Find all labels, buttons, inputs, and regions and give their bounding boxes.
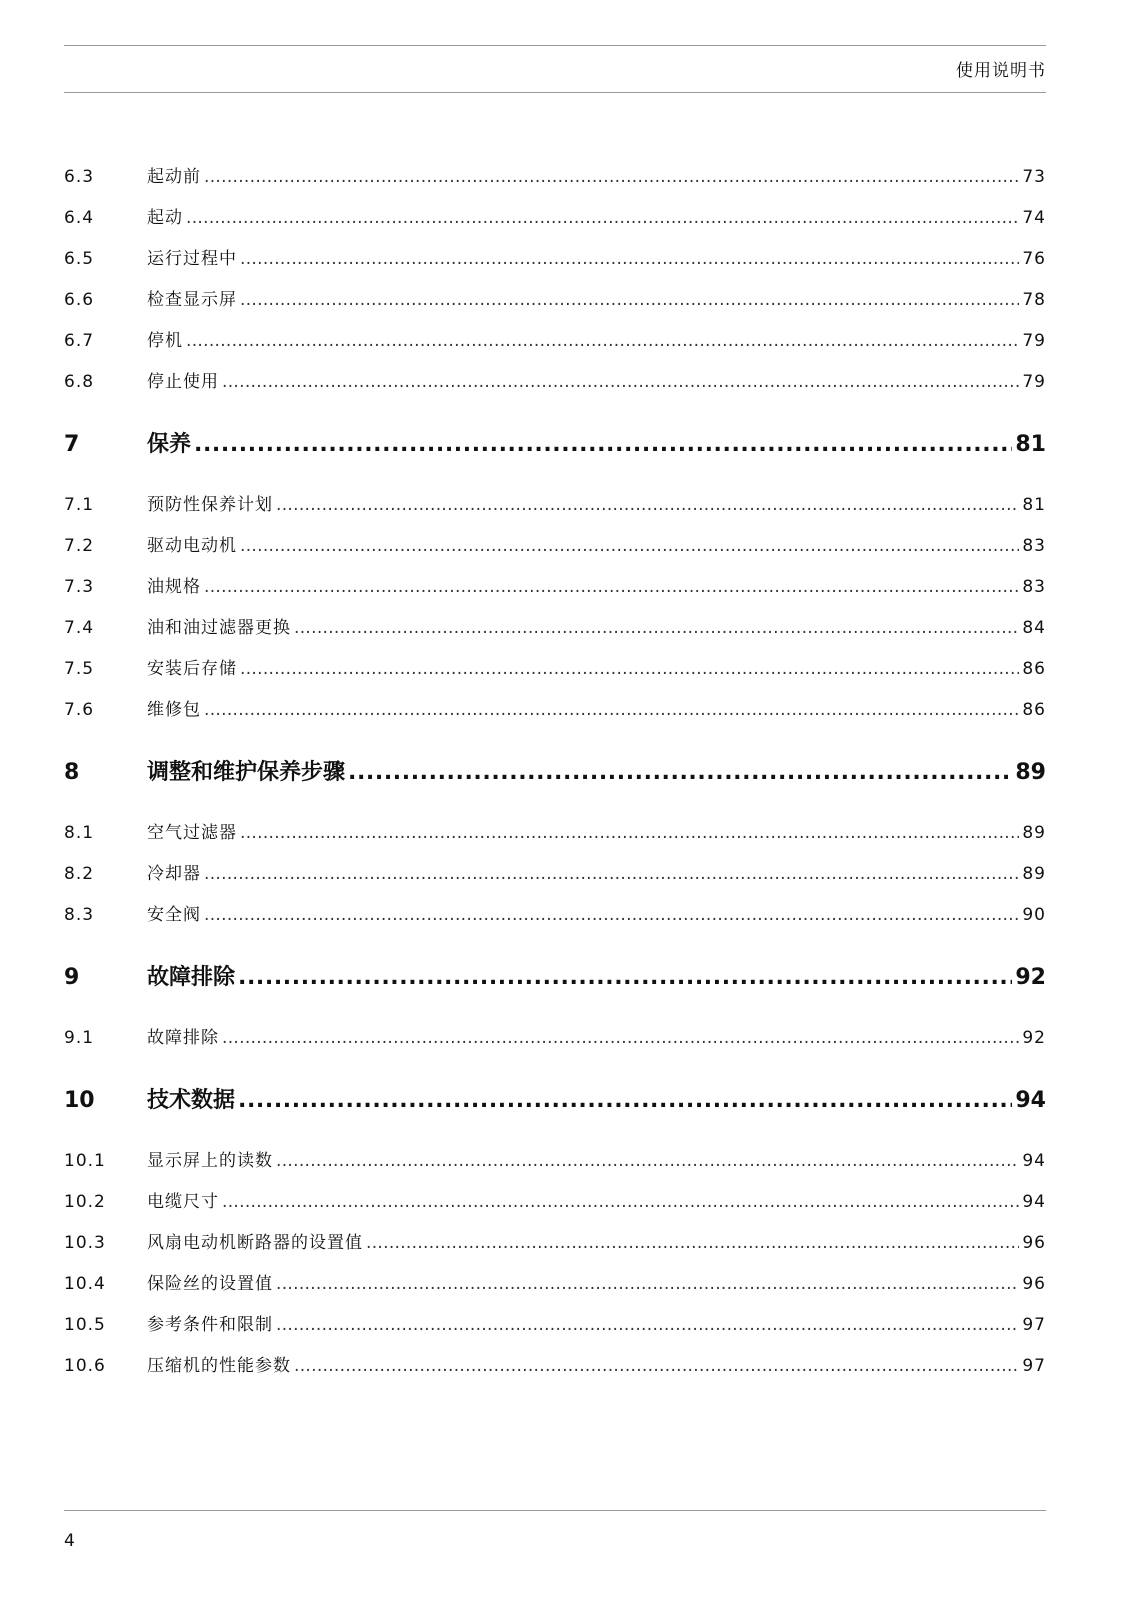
header-title: 使用说明书 xyxy=(956,61,1046,81)
toc-section-entry[interactable] xyxy=(64,367,1046,392)
toc-dot-leader xyxy=(240,823,1019,843)
toc-entry-page: 73 xyxy=(1022,167,1046,187)
toc-entry-title: 故障排除 xyxy=(147,965,236,990)
toc-dot-leader xyxy=(204,864,1019,884)
toc-chapter-entry[interactable] xyxy=(64,427,1046,458)
toc-dot-leader xyxy=(238,1088,1012,1113)
footer-rule xyxy=(64,1510,1046,1511)
toc-entry-page: 97 xyxy=(1022,1315,1046,1335)
toc-entry-number: 10.3 xyxy=(64,1233,106,1253)
toc-entry-number: 7.4 xyxy=(64,618,95,638)
toc-entry-page: 94 xyxy=(1015,1088,1046,1113)
toc-entry-title: 检查显示屏 xyxy=(147,290,237,310)
toc-entry-page: 83 xyxy=(1022,577,1046,597)
toc-dot-leader xyxy=(294,618,1019,638)
toc-section-entry[interactable] xyxy=(64,162,1046,187)
page-number: 4 xyxy=(64,1531,75,1551)
toc-dot-leader xyxy=(240,659,1019,679)
toc-entry-page: 79 xyxy=(1022,372,1046,392)
toc-entry-page: 92 xyxy=(1015,965,1046,990)
toc-dot-leader xyxy=(204,167,1019,187)
toc-entry-page: 86 xyxy=(1022,659,1046,679)
toc-dot-leader xyxy=(204,577,1019,597)
toc-section-entry[interactable] xyxy=(64,1228,1046,1253)
toc-entry-number: 8.1 xyxy=(64,823,95,843)
toc-entry-number: 7 xyxy=(64,432,80,457)
toc-dot-leader xyxy=(194,432,1012,457)
toc-section-entry[interactable] xyxy=(64,818,1046,843)
toc-entry-title: 参考条件和限制 xyxy=(147,1315,273,1335)
toc-entry-page: 94 xyxy=(1022,1192,1046,1212)
toc-section-entry[interactable] xyxy=(64,244,1046,269)
toc-entry-page: 84 xyxy=(1022,618,1046,638)
toc-entry-title: 技术数据 xyxy=(147,1088,236,1113)
toc-entry-number: 6.8 xyxy=(64,372,95,392)
toc-section-entry[interactable] xyxy=(64,490,1046,515)
toc-dot-leader xyxy=(204,905,1019,925)
toc-section-entry[interactable] xyxy=(64,859,1046,884)
toc-entry-title: 油规格 xyxy=(147,577,201,597)
toc-entry-page: 83 xyxy=(1022,536,1046,556)
toc-entry-page: 94 xyxy=(1022,1151,1046,1171)
toc-entry-page: 78 xyxy=(1022,290,1046,310)
toc-entry-number: 6.6 xyxy=(64,290,95,310)
toc-dot-leader xyxy=(240,249,1019,269)
toc-entry-number: 6.5 xyxy=(64,249,95,269)
toc-section-entry[interactable] xyxy=(64,1146,1046,1171)
toc-dot-leader xyxy=(348,760,1012,785)
toc-entry-number: 6.4 xyxy=(64,208,95,228)
toc-entry-page: 89 xyxy=(1022,823,1046,843)
toc-entry-page: 97 xyxy=(1022,1356,1046,1376)
toc-entry-page: 96 xyxy=(1022,1233,1046,1253)
toc-dot-leader xyxy=(238,965,1012,990)
toc-entry-number: 7.5 xyxy=(64,659,95,679)
toc-entry-title: 起动 xyxy=(147,208,183,228)
toc-entry-number: 8.2 xyxy=(64,864,95,884)
toc-entry-number: 7.2 xyxy=(64,536,95,556)
toc-entry-title: 维修包 xyxy=(147,700,201,720)
toc-dot-leader xyxy=(204,700,1019,720)
toc-section-entry[interactable] xyxy=(64,1187,1046,1212)
toc-section-entry[interactable] xyxy=(64,572,1046,597)
toc-entry-title: 起动前 xyxy=(147,167,201,187)
toc-dot-leader xyxy=(276,495,1019,515)
toc-entry-number: 10 xyxy=(64,1088,95,1113)
toc-chapter-entry[interactable] xyxy=(64,1083,1046,1114)
toc-entry-page: 76 xyxy=(1022,249,1046,269)
toc-entry-number: 10.6 xyxy=(64,1356,106,1376)
toc-dot-leader xyxy=(222,1028,1019,1048)
toc-entry-number: 9 xyxy=(64,965,80,990)
toc-entry-number: 8 xyxy=(64,760,80,785)
toc-entry-page: 81 xyxy=(1022,495,1046,515)
toc-entry-page: 90 xyxy=(1022,905,1046,925)
toc-entry-title: 停止使用 xyxy=(147,372,219,392)
header-rule-bottom xyxy=(64,92,1046,93)
header-rule-top xyxy=(64,45,1046,46)
toc-entry-number: 10.4 xyxy=(64,1274,106,1294)
toc-dot-leader xyxy=(186,331,1019,351)
toc-entry-page: 92 xyxy=(1022,1028,1046,1048)
toc-entry-title: 保养 xyxy=(147,432,192,457)
toc-section-entry[interactable] xyxy=(64,1023,1046,1048)
toc-section-entry[interactable] xyxy=(64,1310,1046,1335)
toc-entry-page: 79 xyxy=(1022,331,1046,351)
toc-entry-title: 风扇电动机断路器的设置值 xyxy=(147,1233,363,1253)
toc-entry-number: 7.1 xyxy=(64,495,95,515)
toc-entry-title: 故障排除 xyxy=(147,1028,219,1048)
toc-dot-leader xyxy=(240,536,1019,556)
toc-dot-leader xyxy=(240,290,1019,310)
toc-section-entry[interactable] xyxy=(64,285,1046,310)
toc-entry-title: 保险丝的设置值 xyxy=(147,1274,273,1294)
toc-dot-leader xyxy=(366,1233,1019,1253)
toc-entry-page: 81 xyxy=(1015,432,1046,457)
toc-section-entry[interactable] xyxy=(64,1269,1046,1294)
toc-entry-page: 89 xyxy=(1015,760,1046,785)
toc-section-entry[interactable] xyxy=(64,613,1046,638)
toc-entry-title: 油和油过滤器更换 xyxy=(147,618,291,638)
toc-entry-title: 冷却器 xyxy=(147,864,201,884)
toc-dot-leader xyxy=(186,208,1019,228)
toc-entry-title: 停机 xyxy=(147,331,183,351)
toc-section-entry[interactable] xyxy=(64,654,1046,679)
toc-section-entry[interactable] xyxy=(64,695,1046,720)
toc-entry-number: 6.3 xyxy=(64,167,95,187)
toc-entry-number: 10.1 xyxy=(64,1151,106,1171)
toc-chapter-entry[interactable] xyxy=(64,960,1046,991)
toc-section-entry[interactable] xyxy=(64,900,1046,925)
toc-entry-number: 7.3 xyxy=(64,577,95,597)
toc-entry-title: 预防性保养计划 xyxy=(147,495,273,515)
toc-dot-leader xyxy=(276,1274,1019,1294)
toc-entry-title: 运行过程中 xyxy=(147,249,237,269)
toc-entry-number: 8.3 xyxy=(64,905,95,925)
toc-entry-page: 89 xyxy=(1022,864,1046,884)
toc-dot-leader xyxy=(276,1315,1019,1335)
toc-entry-title: 显示屏上的读数 xyxy=(147,1151,273,1171)
toc-entry-page: 96 xyxy=(1022,1274,1046,1294)
toc-entry-number: 10.2 xyxy=(64,1192,106,1212)
toc-dot-leader xyxy=(222,372,1019,392)
toc-entry-page: 74 xyxy=(1022,208,1046,228)
toc-entry-title: 安全阀 xyxy=(147,905,201,925)
toc-entry-page: 86 xyxy=(1022,700,1046,720)
toc-dot-leader xyxy=(222,1192,1019,1212)
toc-section-entry[interactable] xyxy=(64,1351,1046,1376)
toc-entry-title: 调整和维护保养步骤 xyxy=(147,760,346,785)
toc-section-entry[interactable] xyxy=(64,203,1046,228)
toc-entry-title: 安装后存储 xyxy=(147,659,237,679)
toc-section-entry[interactable] xyxy=(64,531,1046,556)
toc-entry-title: 驱动电动机 xyxy=(147,536,237,556)
toc-entry-number: 10.5 xyxy=(64,1315,106,1335)
toc-dot-leader xyxy=(294,1356,1019,1376)
toc-entry-number: 7.6 xyxy=(64,700,95,720)
toc-entry-title: 电缆尺寸 xyxy=(147,1192,219,1212)
toc-entry-title: 空气过滤器 xyxy=(147,823,237,843)
toc-section-entry[interactable] xyxy=(64,326,1046,351)
toc-entry-number: 6.7 xyxy=(64,331,95,351)
toc-chapter-entry[interactable] xyxy=(64,755,1046,786)
toc-entry-title: 压缩机的性能参数 xyxy=(147,1356,291,1376)
toc-entry-number: 9.1 xyxy=(64,1028,95,1048)
toc-dot-leader xyxy=(276,1151,1019,1171)
